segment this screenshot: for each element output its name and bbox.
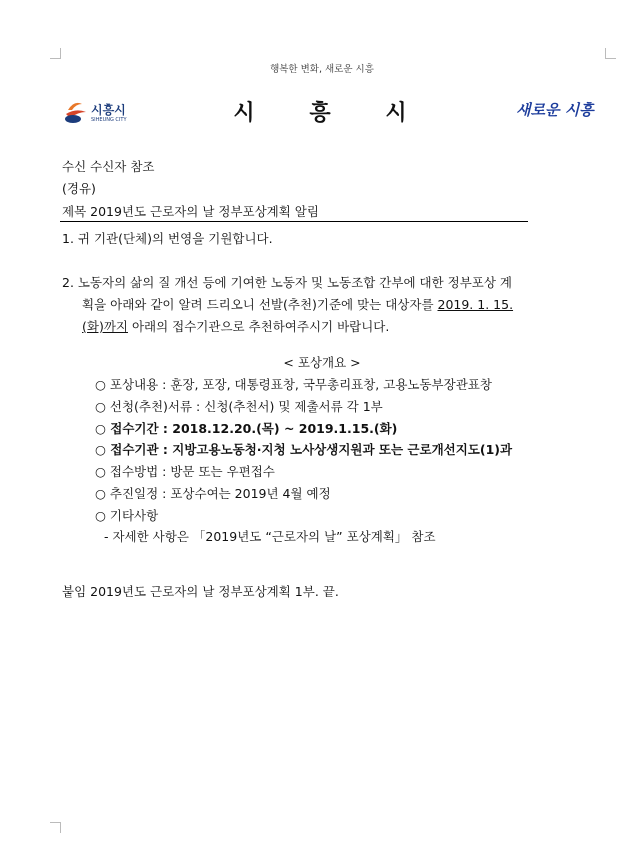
text: 획을 아래와 같이 알려 드리오니 선발(추천)기준에 맞는 대상자를 [82, 297, 438, 312]
overview-item: ○ 추진일정 : 포상수여는 2019년 4월 예정 [95, 486, 331, 501]
title-char: 시 [385, 101, 407, 126]
document-title [200, 96, 440, 127]
overview-item: ○ 접수기간 : 2018.12.20.(목) ~ 2019.1.15.(화) [95, 420, 398, 436]
title-char: 흥 [309, 101, 331, 126]
overview-title: < 포상개요 > [283, 355, 361, 370]
logo-text: 시흥시 [91, 103, 126, 117]
deadline-date: 2019. 1. 15. [437, 297, 514, 312]
crop-mark-bottom-left [50, 822, 61, 833]
overview-item: ○ 포상내용 : 훈장, 포장, 대통령표창, 국무총리표창, 고용노동부장관표창 [95, 377, 492, 392]
paragraph-2-line-3 [82, 317, 389, 335]
subject: 제목 2019년도 근로자의 날 정부포상계획 알림 [62, 204, 319, 219]
recipient: 수신 수신자 참조 [62, 159, 155, 174]
via: (경유) [62, 181, 96, 196]
overview-item: ○ 기타사항 [95, 507, 159, 523]
crop-mark-top-right [605, 48, 616, 59]
right-slogan-logo: 새로운 시흥 [516, 101, 594, 119]
deadline-day: (화)까지 [82, 319, 128, 334]
title-char: 시 [233, 101, 255, 126]
logo-emblem-icon [64, 98, 90, 124]
city-logo [64, 98, 127, 127]
subject-divider [60, 221, 528, 222]
text: 아래의 접수기관으로 추천하여주시기 바랍니다. [127, 319, 390, 334]
header-slogan: 행복한 변화, 새로운 시흥 [270, 64, 374, 75]
paragraph-2-line-2 [82, 295, 513, 313]
logo-subtext: SIHEUNG CITY [91, 117, 127, 123]
sub-item: - 자세한 사항은 「2019년도 “근로자의 날” 포상계획」 참조 [104, 529, 436, 544]
paragraph-2-line-1: 2. 노동자의 삶의 질 개선 등에 기여한 노동자 및 노동조합 간부에 대한 정부포상 계 [62, 275, 512, 290]
crop-mark-top-left [50, 48, 61, 59]
overview-item: ○ 선청(추천)서류 : 신청(추천서) 및 제출서류 각 1부 [95, 398, 383, 414]
attachment: 붙임 2019년도 근로자의 날 정부포상계획 1부. 끝. [62, 584, 339, 599]
overview-item: ○ 접수방법 : 방문 또는 우편접수 [95, 464, 275, 480]
overview-item: ○ 접수기관 : 지방고용노동청·지청 노사상생지원과 또는 근로개선지도(1)과 [95, 442, 513, 458]
paragraph-1: 1. 귀 기관(단체)의 번영을 기원합니다. [62, 231, 273, 246]
